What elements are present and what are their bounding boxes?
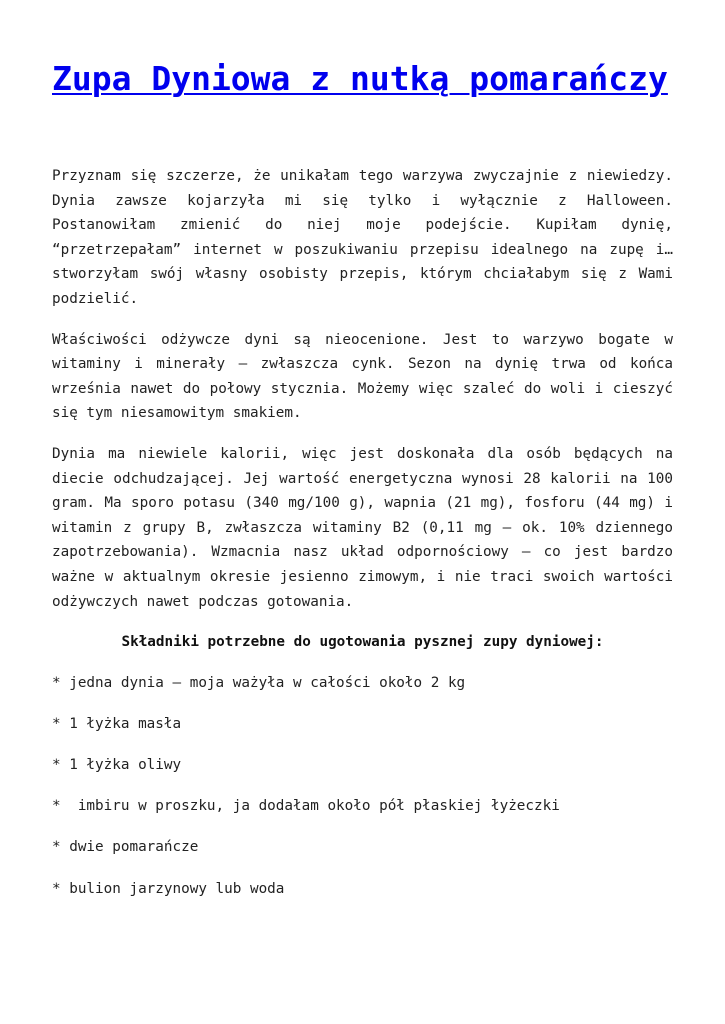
ingredient-item: * 1 łyżka oliwy — [52, 757, 182, 774]
article-title-link[interactable]: Zupa Dyniowa z nutką pomarańczy — [52, 59, 668, 98]
ingredient-item: * 1 łyżka masła — [52, 715, 182, 732]
article — [52, 56, 673, 918]
ingredient-item: * bulion jarzynowy lub woda — [52, 880, 285, 897]
ingredients-heading: Składniki potrzebne do ugotowania pysznej zupy dyniowej: — [121, 634, 604, 651]
ingredient-item: * dwie pomarańcze — [52, 839, 199, 856]
ingredient-item: * imbiru w proszku, ja dodałam około pół płaskiej łyżeczki — [52, 798, 560, 815]
nutrition-paragraph: Właściwości odżywcze dyni są nieocenione. Jest to warzywo bogate w witaminy i minerały – zwłaszcza cynk. Sezon na dynię trwa od końca września nawet do połowy stycznia. Możemy więc szaleć do woli i cieszyć się tym niesamowitym smakiem. — [52, 331, 673, 422]
article-title — [52, 56, 673, 102]
ingredients-list — [52, 671, 673, 902]
ingredient-item: * jedna dynia – moja ważyła w całości około 2 kg — [52, 674, 466, 691]
intro-paragraph: Przyznam się szczerze, że unikałam tego warzywa zwyczajnie z niewiedzy. Dynia zawsze kojarzyła mi się tylko i wyłącznie z Halloween. Postanowiłam zmienić do niej moje podejście. Kupiłam dynię, “przetrzepałam” internet w poszukiwaniu przepisu idealnego na zupę i…stworzyłam swój własny osobisty przepis, którym chciałabym się z Wami podzielić. — [52, 168, 673, 307]
article-body — [52, 164, 673, 901]
calories-paragraph: Dynia ma niewiele kalorii, więc jest doskonała dla osób będących na diecie odchudzającej. Jej wartość energetyczna wynosi 28 kalorii na 100 gram. Ma sporo potasu (340 mg/100 g), wapnia (21 mg), fosforu (44 mg) i witamin z grupy B, zwłaszcza witaminy B2 (0,11 mg – ok. 10% dziennego zapotrzebowania). Wzmacnia nasz układ odpornościowy – co jest bardzo ważne w aktualnym okresie jesienno zimowym, i nie traci swoich wartości odżywczych nawet podczas gotowania. — [52, 445, 673, 610]
